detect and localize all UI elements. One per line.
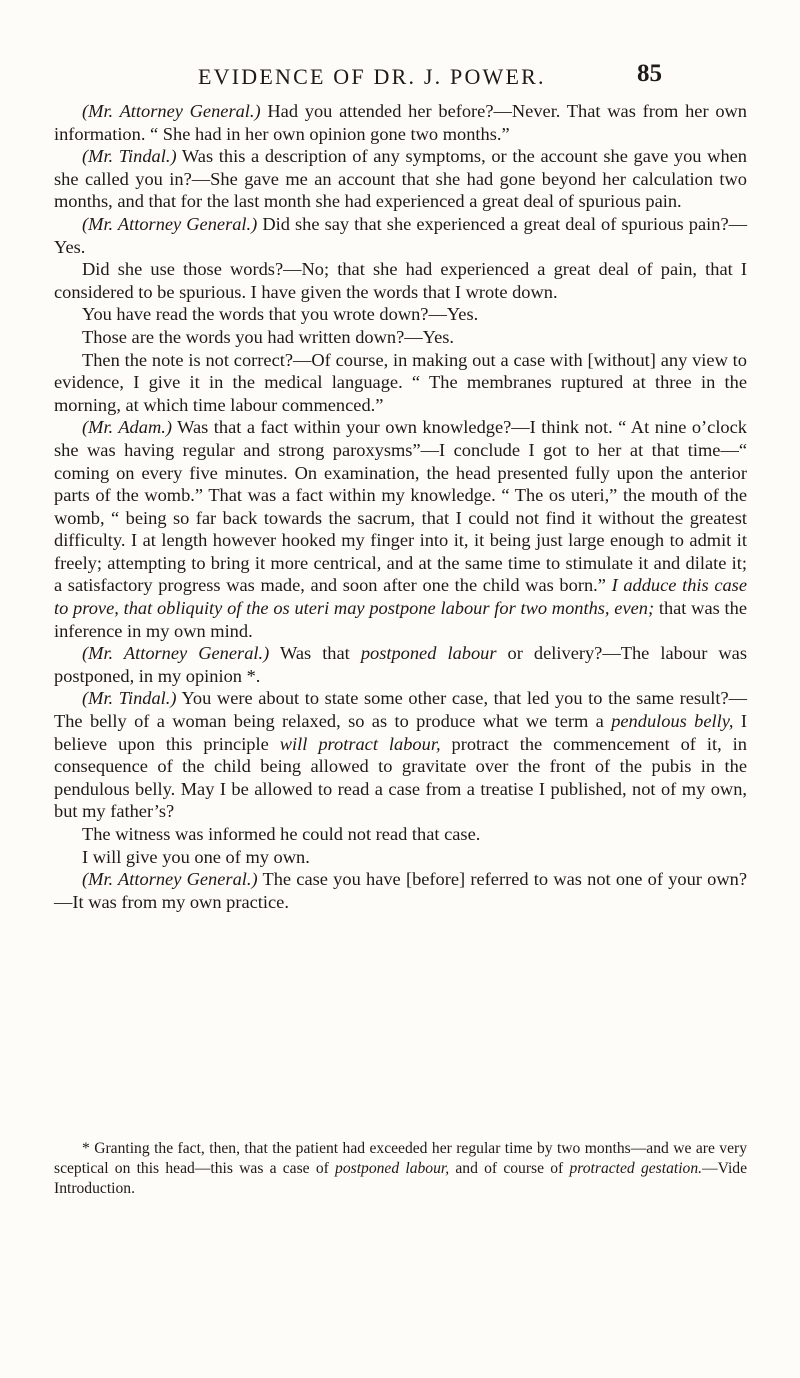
footnote-text-part: —Vide Introduction. <box>54 1160 747 1197</box>
paragraph <box>54 213 747 258</box>
speaker-label: (Mr. Tindal.) <box>82 146 177 167</box>
italic-text: protracted gestation. <box>569 1160 703 1177</box>
paragraph <box>54 326 747 349</box>
paragraph-text: The case you have [before] referred to was not one of your own?—It was from my own practice. <box>54 869 747 912</box>
speaker-label: (Mr. Attorney General.) <box>82 643 270 664</box>
italic-text: will protract labour, <box>279 733 441 754</box>
italic-text: pendulous belly, <box>611 711 734 732</box>
paragraph <box>54 145 747 213</box>
paragraph <box>54 349 747 417</box>
paragraph-text: Was this a description of any symptoms, or the account she gave you when she called you in?—She gave me an account that she had gone beyond her calculation two months, and that for the last month she had experienced a great deal of spurious pain. <box>54 146 747 212</box>
paragraph-text: Then the note is not correct?—Of course, in making out a case with [without] any view to evidence, I give it in the medical language. “ The membranes ruptured at three in the morning, at which time labour commenced.” <box>54 349 747 415</box>
paragraph <box>54 868 747 913</box>
paragraph-text: that was the inference in my own mind. <box>54 598 747 641</box>
paragraph-text: You were about to state some other case, that led you to the same result?—The belly of a woman being relaxed, so as to produce what we term a <box>54 688 747 732</box>
paragraph <box>54 687 747 823</box>
paragraph-text: I believe upon this principle <box>54 711 747 754</box>
speaker-label: (Mr. Tindal.) <box>82 688 177 709</box>
paragraph <box>54 416 747 642</box>
paragraph-text: Was that a fact within your own knowledge?—I think not. “ At nine o’clock she was having regular and strong paroxysms”—I conclude I got to her at that time—“ coming on every five minutes. On examination, the head presented fully upon the anterior parts of the womb.” That was a fact within my knowledge. “ The os uteri,” the mouth of the womb, “ being so far back towards the sacrum, that I could not find it without the greatest difficulty. I at length however hooked my finger into it, it being just large enough to admit it freely; attempting to bring it more centrical, and at the same time to stimulate it and dilate it; a satisfactory progress was made, and soon after one the child was born.” <box>54 417 747 596</box>
footnote <box>54 1139 747 1199</box>
footnote-text-part: * Granting the fact, then, that the patient had exceeded her regular time by two months—and we are very sceptical on this head—this was a case of <box>54 1140 747 1177</box>
page-number: 85 <box>637 60 662 87</box>
paragraph <box>54 100 747 145</box>
speaker-label: (Mr. Attorney General.) <box>82 101 261 121</box>
running-head: EVIDENCE OF DR. J. POWER. <box>198 64 546 89</box>
speaker-label: (Mr. Attorney General.) <box>82 213 258 234</box>
paragraph-text: Those are the words you had written down?—Yes. <box>82 326 455 347</box>
paragraph <box>54 823 747 846</box>
italic-text: postponed labour <box>360 643 497 664</box>
paragraph-text: Had you attended her before?—Never. That was from her own information. “ She had in her own opinion gone two months.” <box>54 101 747 144</box>
paragraph-text: You have read the words that you wrote down?—Yes. <box>82 304 479 325</box>
paragraph-text: Did she say that she experienced a great deal of spurious pain?—Yes. <box>54 213 747 257</box>
paragraph-text: The witness was informed he could not read that case. <box>82 824 481 844</box>
italic-text: I adduce this case to prove, that obliquity of the os uteri may postpone labour for two months, even; <box>54 575 747 619</box>
paragraph-text: Did she use those words?—No; that she had experienced a great deal of pain, that I considered to be spurious. I have given the words that I wrote down. <box>54 259 747 302</box>
paragraph-text: or delivery?—The labour was postponed, in my opinion *. <box>54 643 747 686</box>
footnote-text-part: and of course of <box>449 1160 570 1177</box>
speaker-label: (Mr. Adam.) <box>82 417 172 438</box>
paragraph-text: protract the commencement of it, in consequence of the child being allowed to gravitate over the front of the pubis in the pendulous belly. May I be allowed to read a case from a treatise I published, not of my own, but my father’s? <box>54 733 747 822</box>
paragraph <box>54 846 747 869</box>
speaker-label: (Mr. Attorney General.) <box>82 869 258 890</box>
paragraph <box>54 303 747 326</box>
paragraph-text: Was that <box>269 643 361 664</box>
page-header <box>198 60 662 94</box>
italic-text: postponed labour, <box>335 1160 450 1177</box>
footnote-text <box>54 1139 747 1199</box>
body-text <box>54 100 747 913</box>
paragraph <box>54 642 747 687</box>
paragraph-text: I will give you one of my own. <box>82 846 310 867</box>
paragraph <box>54 258 747 303</box>
